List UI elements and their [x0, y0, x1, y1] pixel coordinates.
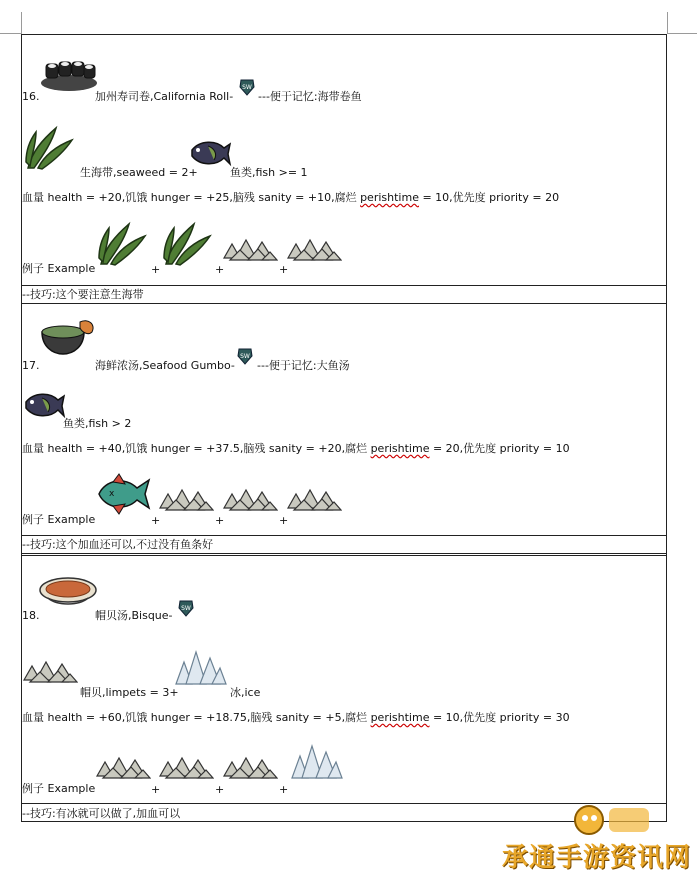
limpets-icon: [222, 750, 278, 780]
recipe-stats: 血量 health = +20,饥饿 hunger = +25,脑残 sanity = +10,腐烂 perishtime = 10,优先度 priority = 20: [22, 191, 560, 204]
ingredient-ice: 冰,ice: [230, 686, 261, 699]
ingredient-limpets: 帽贝,limpets = 3+: [80, 686, 179, 699]
fish-icon: [188, 136, 232, 170]
plus-sign: +: [279, 514, 289, 527]
watermark: 承通手游资讯网: [501, 843, 691, 873]
recipe-stats: 血量 health = +60,饥饿 hunger = +18.75,脑残 sanity = +5,腐烂 perishtime = 10,优先度 priority = 30: [22, 711, 570, 724]
recipe-name: 加州寿司卷,California Roll-: [95, 90, 234, 103]
recipe-tip: --技巧:有冰就可以做了,加血可以: [22, 807, 181, 820]
bisque-icon: [38, 574, 98, 608]
ice-icon: [288, 742, 344, 782]
plus-sign: +: [151, 783, 161, 796]
limpets-icon: [22, 654, 78, 684]
example-label: 例子 Example: [22, 513, 96, 526]
row-divider: [21, 285, 667, 286]
svg-text:SW: SW: [242, 84, 252, 91]
california-roll-icon: [40, 56, 98, 92]
seaweed-icon: [160, 218, 214, 268]
recipe-mnemonic: ---便于记忆:海带卷鱼: [258, 90, 362, 103]
recipe-number: 16.: [22, 90, 40, 103]
recipe-stats: 血量 health = +40,饥饿 hunger = +37.5,脑残 sanity = +20,腐烂 perishtime = 20,优先度 priority = 10: [22, 442, 570, 455]
ingredient-fish: 鱼类,fish > 2: [63, 417, 132, 430]
seafood-gumbo-icon: [38, 316, 98, 358]
corner-mark: [667, 33, 697, 34]
svg-text:SW: SW: [240, 353, 250, 360]
limpets-icon: [158, 750, 214, 780]
svg-text:SW: SW: [181, 605, 191, 612]
limpets-icon: [286, 232, 342, 262]
row-divider: [21, 303, 667, 304]
corner-mark: [0, 33, 21, 34]
tropical-fish-icon: [95, 472, 153, 516]
watermark-logo-icon: [573, 800, 653, 840]
plus-sign: +: [215, 514, 225, 527]
plus-sign: +: [279, 783, 289, 796]
limpets-icon: [158, 482, 214, 512]
limpets-icon: [222, 232, 278, 262]
row-divider: [21, 803, 667, 804]
example-label: 例子 Example: [22, 262, 96, 275]
recipe-name: 海鲜浓汤,Seafood Gumbo-: [95, 359, 235, 372]
corner-mark: [667, 12, 668, 34]
plus-sign: +: [215, 263, 225, 276]
shipwrecked-badge-icon: [236, 347, 254, 365]
recipe-tip: --技巧:这个加血还可以,不过没有鱼条好: [22, 538, 214, 551]
recipe-mnemonic: ---便于记忆:大鱼汤: [257, 359, 350, 372]
plus-sign: +: [151, 263, 161, 276]
shipwrecked-badge-icon: [238, 78, 256, 96]
recipe-number: 18.: [22, 609, 40, 622]
seaweed-icon: [22, 122, 76, 172]
ice-icon: [172, 648, 228, 688]
example-label: 例子 Example: [22, 782, 96, 795]
limpets-icon: [286, 482, 342, 512]
corner-mark: [21, 12, 22, 34]
fish-icon: [22, 388, 66, 422]
row-divider: [21, 535, 667, 536]
plus-sign: +: [151, 514, 161, 527]
limpets-icon: [95, 750, 151, 780]
svg-text:x: x: [109, 489, 115, 499]
ingredient-seaweed: 生海带,seaweed = 2+: [80, 166, 198, 179]
shipwrecked-badge-icon: [177, 599, 195, 617]
plus-sign: +: [279, 263, 289, 276]
recipe-name: 帽贝汤,Bisque-: [95, 609, 173, 622]
plus-sign: +: [215, 783, 225, 796]
limpets-icon: [222, 482, 278, 512]
ingredient-fish: 鱼类,fish >= 1: [230, 166, 308, 179]
seaweed-icon: [95, 218, 149, 268]
row-divider: [21, 553, 667, 554]
row-divider: [21, 555, 667, 556]
recipe-tip: --技巧:这个要注意生海带: [22, 288, 144, 301]
recipe-number: 17.: [22, 359, 40, 372]
